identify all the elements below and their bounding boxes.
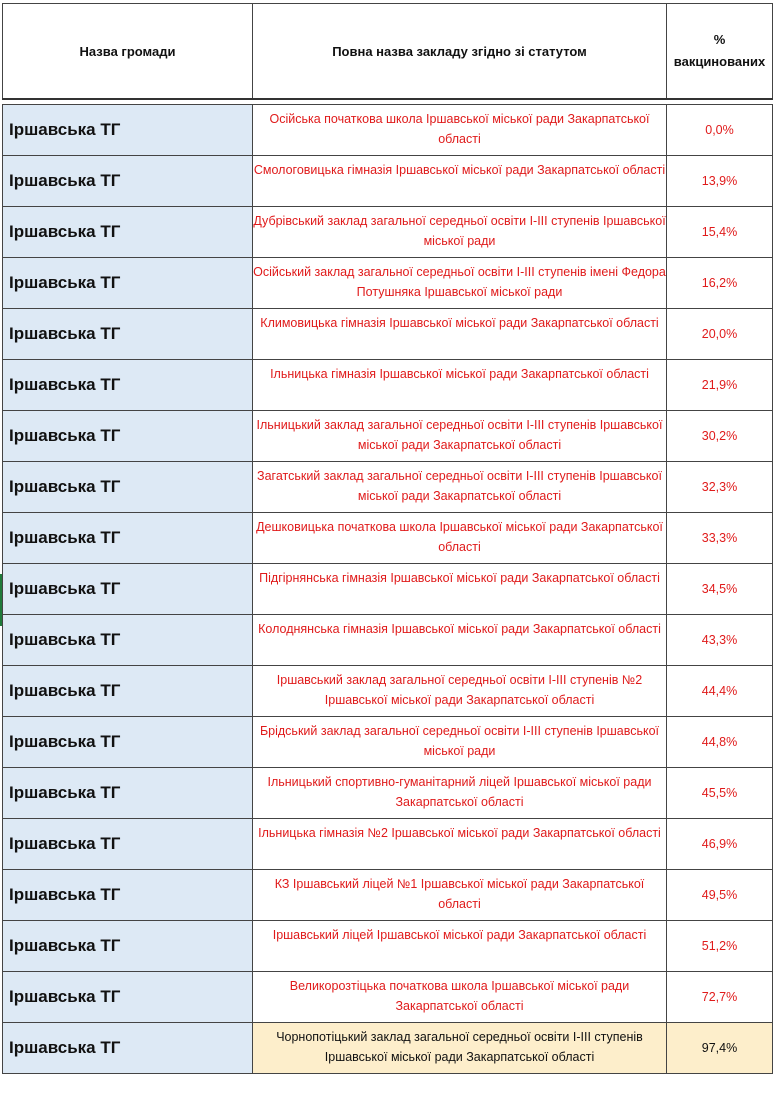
table-row	[3, 1023, 773, 1074]
table-row	[3, 972, 773, 1023]
percent-cell[interactable]: 21,9%	[667, 360, 773, 411]
percent-cell[interactable]: 44,4%	[667, 666, 773, 717]
table-row	[3, 309, 773, 360]
header-percent-label: вакцинованих	[673, 54, 766, 69]
institution-cell[interactable]	[253, 870, 667, 921]
percent-cell[interactable]: 49,5%	[667, 870, 773, 921]
institution-name: Загатський заклад загальної середньої освіти І-ІІІ ступенів Іршавської міської ради Закарпатської області	[257, 469, 662, 503]
table-row	[3, 615, 773, 666]
institution-name: Чорнопотіцький заклад загальної середньої освіти І-ІІІ ступенів Іршавської міської ради Закарпатської області	[276, 1030, 643, 1064]
header-community[interactable]: Назва громади	[3, 4, 253, 100]
table-body	[3, 105, 773, 1074]
header-row	[3, 4, 773, 100]
community-cell[interactable]: Іршавська ТГ	[3, 1023, 253, 1074]
institution-cell[interactable]	[253, 258, 667, 309]
institution-cell[interactable]	[253, 207, 667, 258]
table-row	[3, 258, 773, 309]
institution-cell[interactable]	[253, 156, 667, 207]
community-cell[interactable]: Іршавська ТГ	[3, 360, 253, 411]
table-row	[3, 411, 773, 462]
table-row	[3, 513, 773, 564]
community-cell[interactable]: Іршавська ТГ	[3, 411, 253, 462]
header-institution[interactable]: Повна назва закладу згідно зі статутом	[253, 4, 667, 100]
institution-name: Колоднянська гімназія Іршавської міської ради Закарпатської області	[258, 622, 661, 636]
institution-cell[interactable]	[253, 462, 667, 513]
institution-cell[interactable]	[253, 972, 667, 1023]
institution-name: Ільницький спортивно-гуманітарний ліцей Іршавської міської ради Закарпатської області	[267, 775, 652, 809]
header-percent[interactable]	[667, 4, 773, 100]
community-cell[interactable]: Іршавська ТГ	[3, 105, 253, 156]
table-row	[3, 207, 773, 258]
institution-name: Ільницька гімназія №2 Іршавської міської ради Закарпатської області	[258, 826, 661, 840]
community-cell[interactable]: Іршавська ТГ	[3, 462, 253, 513]
vaccination-table-sheet	[2, 3, 772, 1074]
table-row	[3, 360, 773, 411]
percent-cell[interactable]: 13,9%	[667, 156, 773, 207]
table-row	[3, 921, 773, 972]
percent-cell[interactable]: 0,0%	[667, 105, 773, 156]
community-cell[interactable]: Іршавська ТГ	[3, 819, 253, 870]
institution-name: Підгірнянська гімназія Іршавської міської ради Закарпатської області	[259, 571, 660, 585]
community-cell[interactable]: Іршавська ТГ	[3, 921, 253, 972]
institution-name: Дешковицька початкова школа Іршавської міської ради Закарпатської області	[256, 520, 663, 554]
table-row	[3, 156, 773, 207]
community-cell[interactable]: Іршавська ТГ	[3, 972, 253, 1023]
institution-cell[interactable]	[253, 411, 667, 462]
institution-cell[interactable]	[253, 105, 667, 156]
percent-cell[interactable]: 32,3%	[667, 462, 773, 513]
community-cell[interactable]: Іршавська ТГ	[3, 564, 253, 615]
percent-cell[interactable]: 16,2%	[667, 258, 773, 309]
percent-cell[interactable]: 72,7%	[667, 972, 773, 1023]
percent-cell[interactable]: 33,3%	[667, 513, 773, 564]
institution-name: Ільницький заклад загальної середньої освіти І-ІІІ ступенів Іршавської міської ради Закарпатської області	[256, 418, 663, 452]
institution-name: Іршавський ліцей Іршавської міської ради Закарпатської області	[272, 928, 647, 942]
institution-name: Брідський заклад загальної середньої освіти І-ІІІ ступенів Іршавської міської ради	[259, 724, 660, 758]
header-percent-symbol: %	[713, 32, 726, 47]
institution-name: Смологовицька гімназія Іршавської міської ради Закарпатської області	[253, 163, 666, 177]
institution-cell[interactable]	[253, 309, 667, 360]
table-row	[3, 666, 773, 717]
institution-cell[interactable]	[253, 360, 667, 411]
vaccination-table	[2, 3, 773, 1074]
percent-cell[interactable]: 46,9%	[667, 819, 773, 870]
institution-name: Великорозтіцька початкова школа Іршавської міської ради Закарпатської області	[289, 979, 630, 1013]
table-row	[3, 768, 773, 819]
institution-name: Осійська початкова школа Іршавської міської ради Закарпатської області	[269, 112, 650, 146]
community-cell[interactable]: Іршавська ТГ	[3, 309, 253, 360]
community-cell[interactable]: Іршавська ТГ	[3, 768, 253, 819]
table-row	[3, 564, 773, 615]
institution-name: Климовицька гімназія Іршавської міської ради Закарпатської області	[260, 316, 659, 330]
percent-cell[interactable]: 43,3%	[667, 615, 773, 666]
percent-cell[interactable]: 51,2%	[667, 921, 773, 972]
institution-cell[interactable]	[253, 921, 667, 972]
institution-cell[interactable]	[253, 819, 667, 870]
percent-cell[interactable]: 44,8%	[667, 717, 773, 768]
table-row	[3, 819, 773, 870]
institution-name: Осійський заклад загальної середньої освіти І-ІІІ ступенів імені Федора Потушняка Іршавської міської ради	[253, 265, 666, 299]
community-cell[interactable]: Іршавська ТГ	[3, 615, 253, 666]
institution-cell[interactable]	[253, 666, 667, 717]
percent-cell[interactable]: 97,4%	[667, 1023, 773, 1074]
percent-cell[interactable]: 30,2%	[667, 411, 773, 462]
institution-name: Дубрівський заклад загальної середньої освіти І-ІІІ ступенів Іршавської міської ради	[253, 214, 666, 248]
percent-cell[interactable]: 15,4%	[667, 207, 773, 258]
table-row	[3, 105, 773, 156]
institution-cell[interactable]	[253, 615, 667, 666]
table-row	[3, 870, 773, 921]
percent-cell[interactable]: 20,0%	[667, 309, 773, 360]
percent-cell[interactable]: 45,5%	[667, 768, 773, 819]
institution-cell[interactable]	[253, 768, 667, 819]
percent-cell[interactable]: 34,5%	[667, 564, 773, 615]
institution-name: Іршавський заклад загальної середньої освіти І-ІІІ ступенів №2 Іршавської міської ради Закарпатської області	[276, 673, 643, 707]
community-cell[interactable]: Іршавська ТГ	[3, 666, 253, 717]
institution-cell[interactable]	[253, 717, 667, 768]
table-row	[3, 462, 773, 513]
table-row	[3, 717, 773, 768]
community-cell[interactable]: Іршавська ТГ	[3, 870, 253, 921]
community-cell[interactable]: Іршавська ТГ	[3, 513, 253, 564]
institution-cell[interactable]	[253, 564, 667, 615]
institution-cell[interactable]	[253, 513, 667, 564]
institution-cell[interactable]	[253, 1023, 667, 1074]
community-cell[interactable]: Іршавська ТГ	[3, 717, 253, 768]
institution-name: КЗ Іршавський ліцей №1 Іршавської міської ради Закарпатської області	[274, 877, 645, 911]
community-cell[interactable]: Іршавська ТГ	[3, 156, 253, 207]
community-cell[interactable]: Іршавська ТГ	[3, 258, 253, 309]
community-cell[interactable]: Іршавська ТГ	[3, 207, 253, 258]
institution-name: Ільницька гімназія Іршавської міської ради Закарпатської області	[270, 367, 649, 381]
